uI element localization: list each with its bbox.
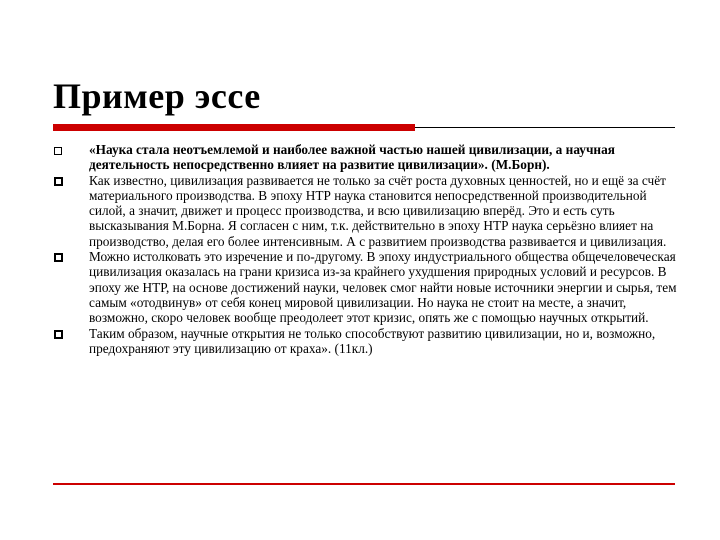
hollow-square-icon — [54, 147, 62, 155]
hollow-square-icon — [54, 330, 63, 339]
bullet-list — [52, 142, 678, 356]
title-accent-bar — [53, 124, 415, 131]
list-item — [52, 173, 678, 249]
item-text: Можно истолковать это изречение и по-другому. В эпоху индустриального общества общечеловеческая цивилизация оказалась на грани кризиса из-за крайнего ухудшения природных условий и ресурсов. В эпоху же НТР, на основе достижений науки, человек смог найти новые источники энергии и сырья, тем самым «отодвинув» от себя конец мировой цивилизации. Но наука не стоит на месте, а значит, возможно, скоро человек вообще преодолеет этот кризис, опять же с помощью научных открытий. — [89, 249, 677, 326]
hollow-square-icon — [54, 177, 63, 186]
list-item — [52, 249, 678, 325]
item-text: Как известно, цивилизация развивается не только за счёт роста духовных ценностей, но и ещё за счёт материального производства. В эпоху НТР наука становится непосредственной производительной силой, а значит, движет и процесс производства, и всю цивилизацию вперёд. Это и есть суть высказывания М.Борна. Я согласен с ним, т.к. действительно в эпоху НТР наука серьёзно влияет на производство, делая его более интенсивным. А с развитием производства развивается и цивилизация. — [89, 172, 667, 249]
list-item — [52, 142, 678, 173]
slide-title: Пример эссе — [53, 76, 261, 116]
item-text: «Наука стала неотъемлемой и наиболее важной частью нашей цивилизации, а научная деятельность непосредственно влияет на развитие цивилизации». (М.Борн). — [89, 142, 615, 173]
footer-rule — [53, 483, 675, 485]
list-item — [52, 326, 678, 357]
hollow-square-icon — [54, 253, 63, 262]
item-text: Таким образом, научные открытия не только способствуют развитию цивилизации, но и, возможно, предохраняют эту цивилизацию от краха». (11кл.) — [89, 325, 656, 356]
